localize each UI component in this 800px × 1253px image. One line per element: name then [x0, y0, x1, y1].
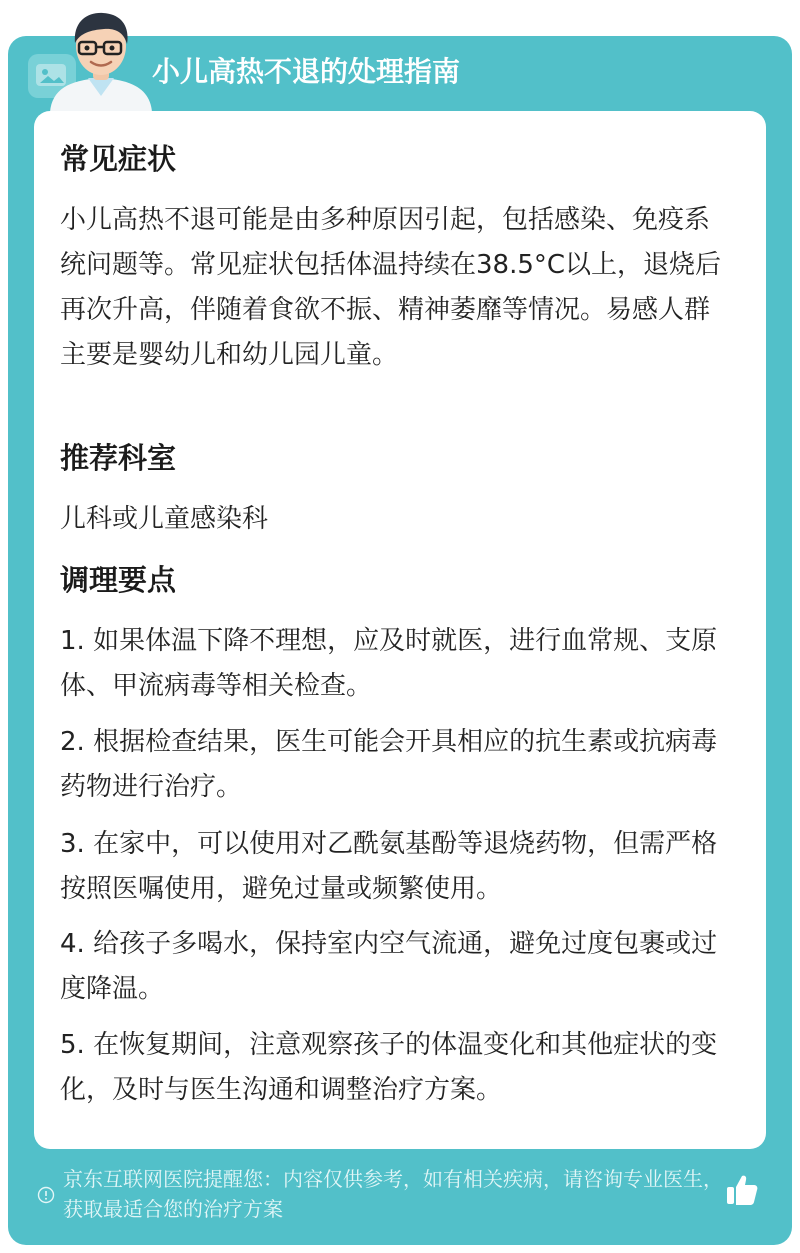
thumbs-up-icon[interactable]	[724, 1172, 760, 1208]
page-title: 小儿高热不退的处理指南	[152, 55, 461, 88]
symptoms-text: 小儿高热不退可能是由多种原因引起，包括感染、免疫系统问题等。常见症状包括体温持续在38.5°C以上，退烧后再次升高，伴随着食欲不振、精神萎靡等情况。易感人群主要是婴幼儿和幼儿园儿童。	[60, 205, 722, 370]
doctor-avatar	[46, 6, 156, 112]
care-item: 1. 如果体温下降不理想，应及时就医，进行血常规、支原体、甲流病毒等相关检查。	[60, 626, 718, 701]
section-title-department: 推荐科室	[60, 441, 177, 475]
info-icon	[37, 1186, 55, 1204]
section-title-care: 调理要点	[60, 563, 177, 597]
care-item: 5. 在恢复期间，注意观察孩子的体温变化和其他症状的变化，及时与医生沟通和调整治疗方案。	[60, 1030, 718, 1105]
disclaimer-text: 京东互联网医院提醒您：内容仅供参考，如有相关疾病，请咨询专业医生，获取最适合您的治疗方案	[63, 1167, 723, 1221]
care-item: 4. 给孩子多喝水，保持室内空气流通，避免过度包裹或过度降温。	[60, 929, 718, 1004]
section-title-symptoms: 常见症状	[60, 142, 177, 176]
care-item: 2. 根据检查结果，医生可能会开具相应的抗生素或抗病毒药物进行治疗。	[60, 727, 718, 802]
department-text: 儿科或儿童感染科	[60, 504, 269, 534]
care-item: 3. 在家中，可以使用对乙酰氨基酚等退烧药物，但需严格按照医嘱使用，避免过量或频繁使用。	[60, 829, 718, 904]
